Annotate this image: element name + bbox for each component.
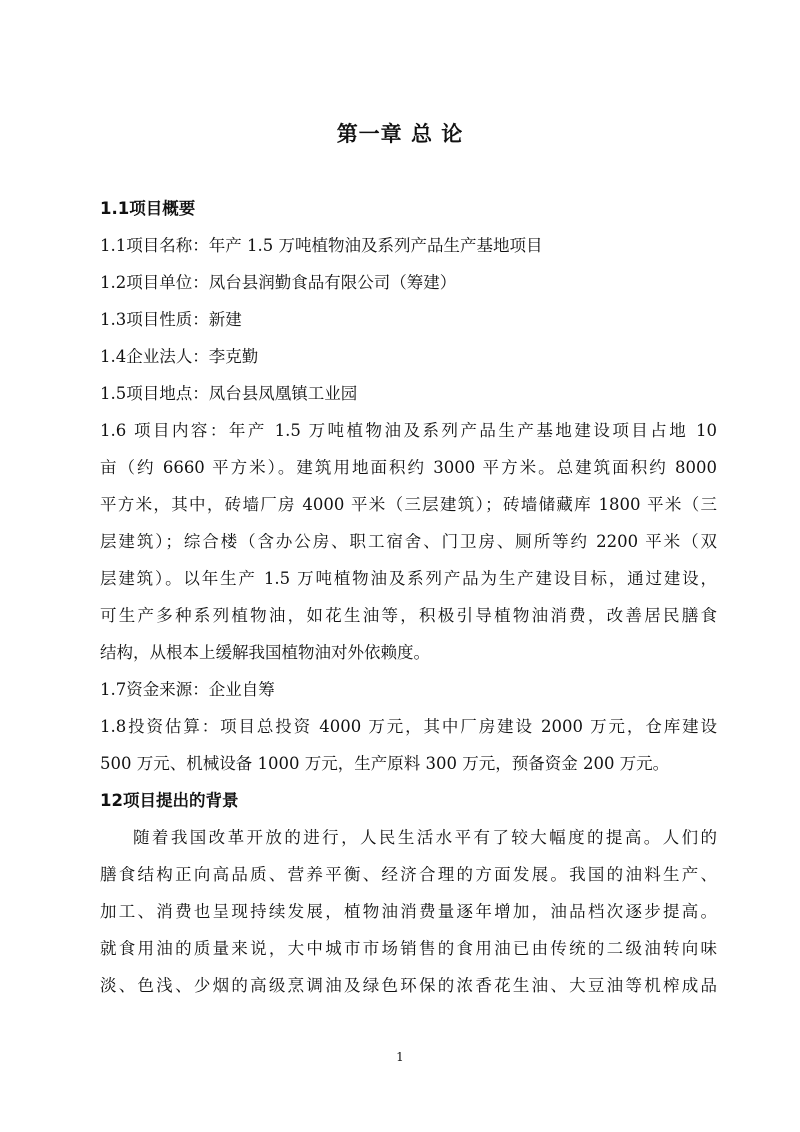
text-line: 平方米，其中，砖墙厂房 4000 平米（三层建筑）；砖墙储藏库 1800 平米（三: [100, 495, 717, 514]
text-line: 500 万元、机械设备 1000 万元，生产原料 300 万元，预备资金 200 万元。: [100, 754, 670, 773]
section-heading: 12项目提出的背景: [100, 791, 239, 810]
text-line: 亩（约 6660 平方米）。建筑用地面积约 3000 平方米。总建筑面积约 8000: [100, 458, 717, 477]
text-line: 淡、色浅、少烟的高级烹调油及绿色环保的浓香花生油、大豆油等机榨成品: [100, 976, 717, 995]
text-line: 加工、消费也呈现持续发展，植物油消费量逐年增加，油品档次逐步提高。: [100, 902, 717, 921]
document-body: [100, 190, 717, 1004]
text-line: 1.2项目单位：凤台县润勤食品有限公司（筹建）: [100, 273, 457, 292]
text-line: 1.1项目名称：年产 1.5 万吨植物油及系列产品生产基地项目: [100, 236, 543, 255]
text-line: 层建筑）；综合楼（含办公房、职工宿舍、门卫房、厕所等约 2200 平米（双: [100, 532, 717, 551]
text-line: 1.5项目地点：凤台县凤凰镇工业园: [100, 384, 358, 403]
text-line: 1.7资金来源：企业自筹: [100, 680, 275, 699]
text-line: 1.6 项目内容：年产 1.5 万吨植物油及系列产品生产基地建设项目占地 10: [100, 421, 717, 440]
page-number: 1: [396, 1050, 404, 1064]
text-line: 就食用油的质量来说，大中城市市场销售的食用油已由传统的二级油转向味: [100, 939, 717, 958]
text-line: 可生产多种系列植物油，如花生油等，积极引导植物油消费，改善居民膳食: [100, 606, 717, 625]
text-line: 1.4企业法人：李克勤: [100, 347, 259, 366]
chapter-title: 第一章 总 论: [336, 122, 464, 146]
section-heading: 1.1项目概要: [100, 199, 196, 218]
text-line: 膳食结构正向高品质、营养平衡、经济合理的方面发展。我国的油料生产、: [100, 865, 717, 884]
text-line: 1.8投资估算：项目总投资 4000 万元，其中厂房建设 2000 万元，仓库建设: [100, 717, 717, 736]
text-line: 层建筑）。以年生产 1.5 万吨植物油及系列产品为生产建设目标，通过建设，: [100, 569, 717, 588]
text-line: 结构，从根本上缓解我国植物油对外依赖度。: [100, 643, 430, 662]
text-line: 1.3项目性质：新建: [100, 310, 242, 329]
text-line: 随着我国改革开放的进行，人民生活水平有了较大幅度的提高。人们的: [133, 828, 717, 847]
